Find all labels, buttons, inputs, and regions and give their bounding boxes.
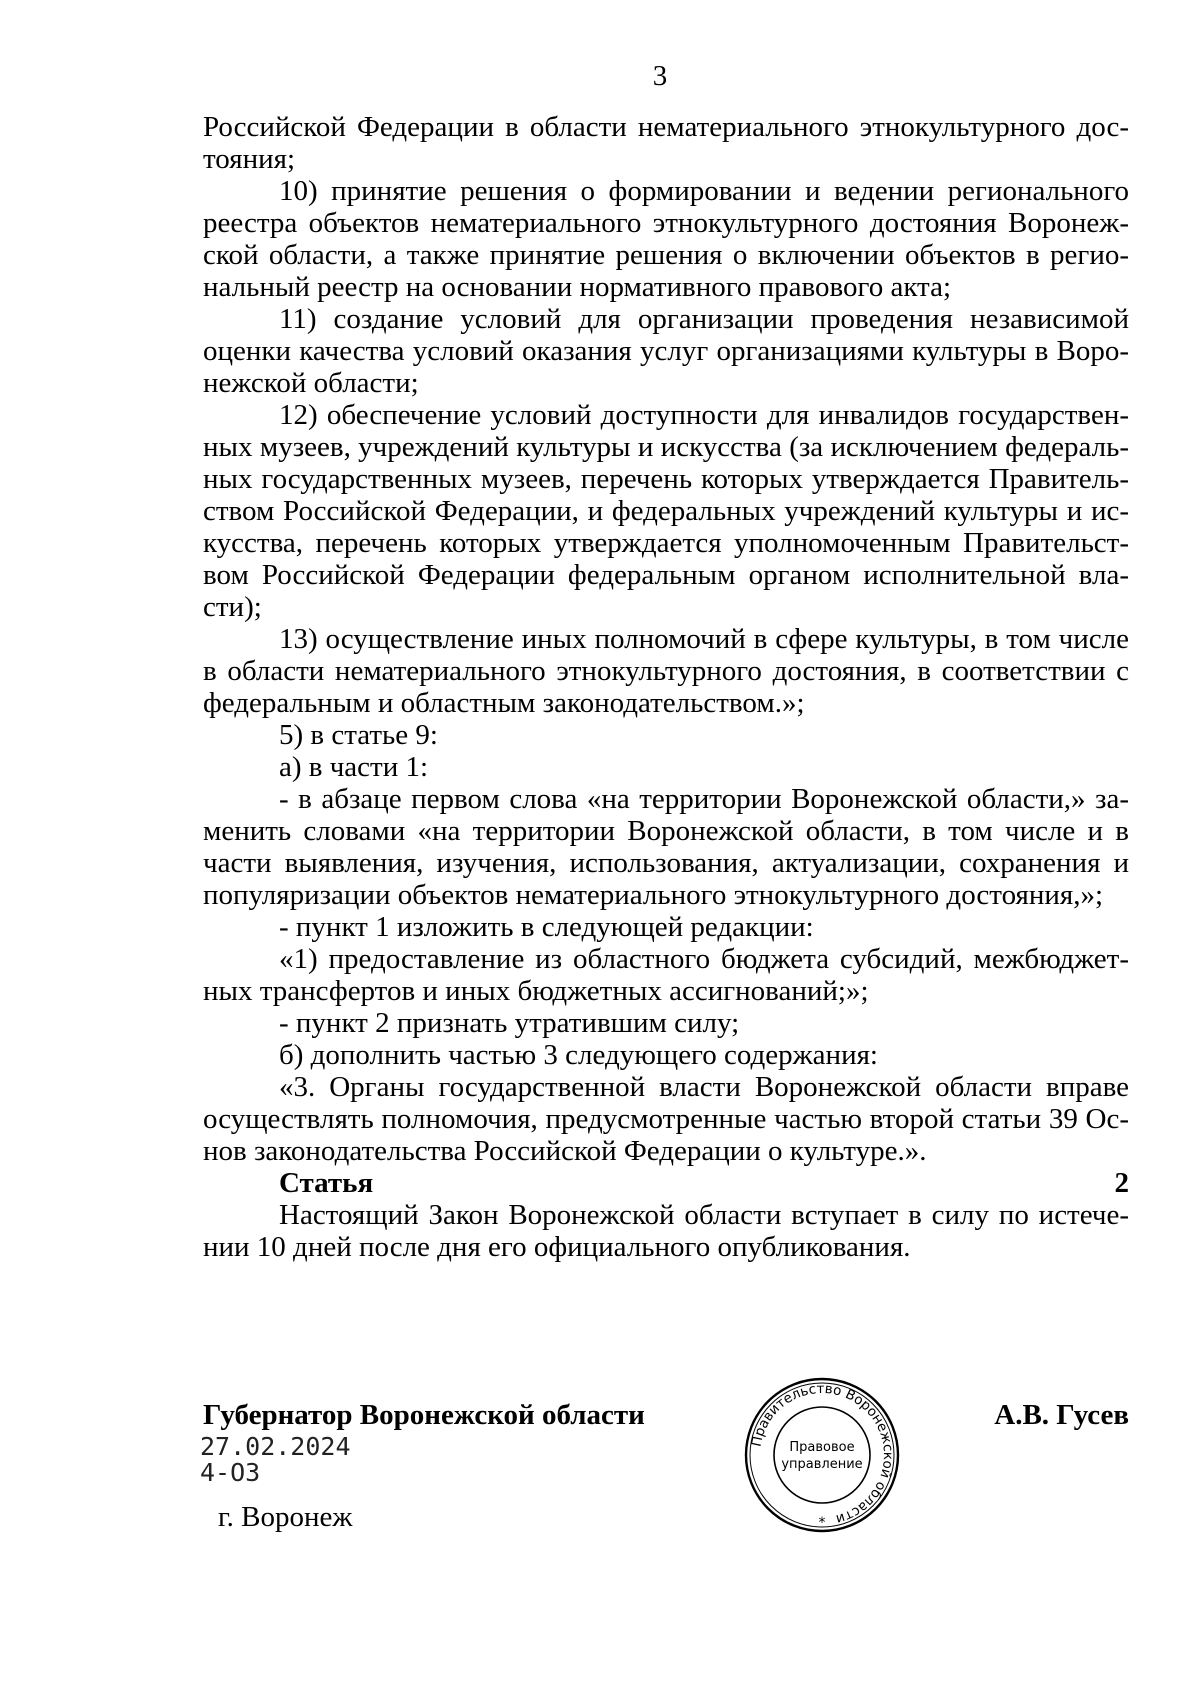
stamp-star: * xyxy=(818,1515,826,1531)
paragraph: 10) принятие решения о формировании и ведении регионального реестра объектов нематериального этнокультурного достояния Воронеж-ской области, а также принятие решения о включении объектов в регио-нальный реестр на основании нормативного правового акта; xyxy=(203,175,1129,303)
stamp-inner-line1: Правовое xyxy=(789,1440,855,1455)
document-body xyxy=(203,111,1129,1263)
paragraph: 13) осуществление иных полномочий в сфере культуры, в том числе в области нематериального этнокультурного достояния, в соответствии с федеральным и областным законодательством.»; xyxy=(203,623,1129,719)
paragraph: Российской Федерации в области нематериального этнокультурного дос-тояния; xyxy=(203,111,1129,175)
signatory-title: Губернатор Воронежской области xyxy=(203,1399,645,1431)
paragraph: - пункт 2 признать утратившим силу; xyxy=(279,1007,740,1039)
signing-city: г. Воронеж xyxy=(218,1501,353,1533)
page-number: 3 xyxy=(652,60,668,92)
stamp-outer-ring xyxy=(746,1379,898,1531)
paragraph: «1) предоставление из областного бюджета субсидий, межбюджет-ных трансфертов и иных бюджетных ассигнований;»; xyxy=(203,943,1129,1007)
paragraph: - пункт 1 изложить в следующей редакции: xyxy=(279,911,814,943)
paragraph: а) в части 1: xyxy=(279,751,429,783)
article-heading: Статья 2 xyxy=(279,1167,1129,1199)
signatory-name: А.В. Гусев xyxy=(994,1399,1129,1431)
paragraph: 5) в статье 9: xyxy=(279,719,438,751)
stamp-outer-text: Правительство Воронежской области xyxy=(748,1380,897,1528)
paragraph: «3. Органы государственной власти Воронежской области вправе осуществлять полномочия, предусмотренные частью второй статьи 39 Ос-нов законодательства Российской Федерации о культуре.». xyxy=(203,1071,1129,1167)
paragraph: 12) обеспечение условий доступности для инвалидов государствен-ных музеев, учреждений культуры и искусства (за исключением федераль-ных государственных музеев, перечень которых утверждается Правитель-ством Российской Федерации, и федеральных учреждений культуры и ис-кусства, перечень которых утверждается уполномоченным Правительст-вом Российской Федерации федеральным органом исполнительной вла-сти); xyxy=(203,399,1129,623)
law-number: 4-ОЗ xyxy=(200,1458,261,1487)
official-stamp xyxy=(742,1375,902,1535)
law-date: 27.02.2024 xyxy=(200,1432,351,1461)
paragraph: б) дополнить частью 3 следующего содержания: xyxy=(279,1039,878,1071)
stamp-inner-line2: управление xyxy=(781,1457,863,1472)
stamp-center-ring xyxy=(774,1407,870,1503)
paragraph: 11) создание условий для организации проведения независимой оценки качества условий оказания услуг организациями культуры в Воро-нежской области; xyxy=(203,303,1129,399)
paragraph: Настоящий Закон Воронежской области вступает в силу по истече-нии 10 дней после дня его официального опубликования. xyxy=(203,1199,1129,1263)
paragraph: - в абзаце первом слова «на территории Воронежской области,» за-менить словами «на территории Воронежской области, в том числе и в части выявления, изучения, использования, актуализации, сохранения и популяризации объектов нематериального этнокультурного достояния,»; xyxy=(203,783,1129,911)
